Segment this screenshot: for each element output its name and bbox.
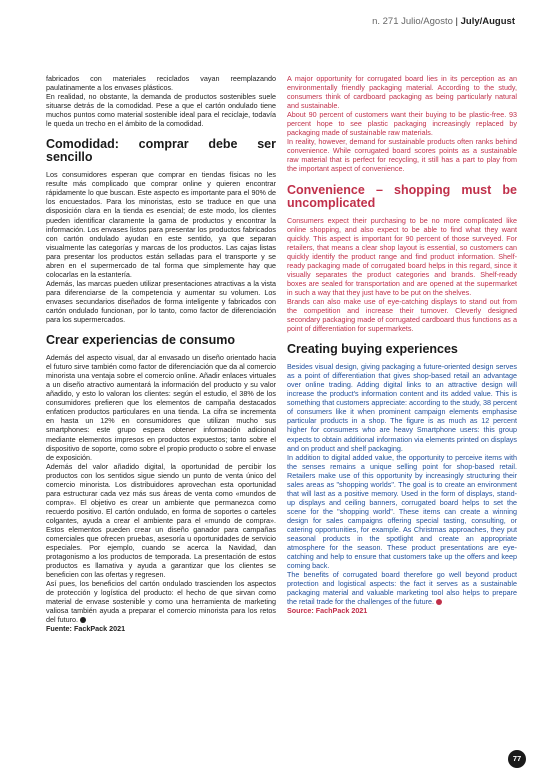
source-label: Source: FachPack 2021 [287, 606, 368, 616]
paragraph: In addition to digital added value, the opportunity to perceive items with the senses remains a unique selling point for shop-based retail. Retailers make use of this opportunity by increasingly structuring their sales areas as "shopping worlds". The goal is to create an environment that will last as a positive memory. Used in the form of displays, stand-up displays and ceiling banners, corrugated board helps to set the scene for the "shopping world". These items can create a winning design for sales campaigns offering special tasting, consulting, or catering opportunities, for example. As Christmas approaches, they put seasonal products in the spotlight and create an appropriate atmosphere for the season. These product presentations are eye-catching and help to ensure that customers take up the offers and keep coming back. [287, 452, 517, 571]
page-number: 77 [508, 750, 526, 768]
paragraph: In reality, however, demand for sustainable products often ranks behind convenience. While corrugated board scores points as a sustainable raw material that is perfect for recycling, it still has a part to play from the important aspect of convenience. [287, 137, 517, 174]
paragraph: Además, las marcas pueden utilizar presentaciones atractivas a la vista para diferenciarse de la competencia y aumentar su volumen. Los envases secundarios diseñados de forma inteligente y fabricados con cartón ondulado funcionan, por lo tanto, como factor de diferenciación para los supermercados. [46, 278, 276, 325]
paragraph: En realidad, no obstante, la demanda de productos sostenibles suele situarse detrás de la comodidad. Pese a que el cartón ondulado tiene muchos puntos como material sostenible ideal para el reciclaje, todavía le queda un trecho en el ámbito de la comodidad. [46, 92, 276, 129]
paragraph: About 90 percent of customers want their buying to be plastic-free. 93 percent hope to see plastic packaging increasingly replaced by packaging made of sustainable raw materials. [287, 110, 517, 138]
page-header [372, 16, 515, 27]
heading-comodidad: Comodidad: comprar debe ser sencillo [46, 137, 276, 165]
paragraph: Los consumidores esperan que comprar en tiendas físicas no les resulte más complicado que comprar online y quieren encontrar rápidamente lo que buscan. Este aspecto es importante para el 90% de los encuestados. Para los minoristas, esto se traduce en que una disposición clara en la tienda es esencial; de este modo, los clientes pueden identificar claramente la gama de productos y encontrar la información. Los envases listos para presentar los productos fabricados con cartón ondulado ayudan en este sentido, ya que separan visualmente las categorías y marcas de los productos. Las cajas listas para presentar los productos están selladas para el transporte y se abren en el supermercado de tal forma que simplemente hay que colocarlas en la estantería. [46, 170, 276, 279]
end-mark-icon [436, 599, 442, 605]
paragraph: fabricados con materiales reciclados vayan reemplazando paulatinamente a los envases plásticos. [46, 74, 276, 93]
heading-crear: Crear experiencias de consumo [46, 333, 235, 348]
heading-convenience: Convenience – shopping must be uncomplicated [287, 182, 517, 210]
paragraph: Además del aspecto visual, dar al envasado un diseño orientado hacia el futuro sirve también como factor de diferenciación que da al comercio minorista una ventaja sobre el comercio online. Añadir enlaces virtuales a un diseño atractivo aumentará la información del producto y su valor añadido, y esto lo valoran los clientes: según el estudio, el 38% de los consumidores prefieren que los elementos de campaña destacados enfaticen productos particulares en una tienda. La cifra se incrementa en hasta un 12% en consumidores que utilizan mucho sus smartphones: este grupo espera obtener información adicional mediante elementos impresos en productos expuestos; tanto sobre el dispositivo de soporte, como sobre el propio producto o sobre el envase de exposición. [46, 353, 276, 462]
paragraph-text: Así pues, los beneficios del cartón ondulado trascienden los aspectos de protección y logística del producto: el hecho de que sirvan como material de envase sostenible y como una herramienta de marketing valiosa también ayuda a preparar el comercio minorista para los retos del futuro. [46, 579, 276, 625]
paragraph-last [287, 570, 517, 606]
issue-label-en: July/August [460, 16, 515, 27]
english-column [287, 74, 517, 615]
paragraph: Brands can also make use of eye-catching displays to stand out from the competition and increase their turnover. Cleverly designed secondary packaging made of corrugated cardboard thus functions as a point of differentiation for supermarkets. [287, 296, 517, 334]
header-separator: | [455, 16, 458, 27]
paragraph-last [46, 579, 276, 624]
heading-creating: Creating buying experiences [287, 342, 458, 357]
paragraph-text: The benefits of corrugated board therefore go well beyond product protection and logistical aspects: the fact it serves as a sustainable packaging material and valuable marketing tool also helps to prepare the retail trade for the challenges of the future. [287, 570, 517, 607]
source-label: Fuente: FackPack 2021 [46, 624, 126, 634]
paragraph: Además del valor añadido digital, la oportunidad de percibir los productos con los sentidos sigue siendo un punto de venta único del comercio minorista. Los distribuidores aprovechan esta oportunidad para estructurar cada vez más sus áreas de venta como «mundos de compra». El objetivo es crear un ambiente que permanezca como recuerdo positivo. El cartón ondulado, en forma de soportes o carteles colgantes, ayuda a crear el ambiente para el «mundo de compra». Estos elementos pueden crear un diseño ganador para campañas comerciales que ofrecen pruebas, asesoría u oportunidades de servicio especiales. Por ejemplo, cuando se acerca la Navidad, dan protagonismo a los productos de temporada. La presentación de estos productos es llamativa y ayuda a garantizar que los clientes se beneficien con las ofertas y regresen. [46, 461, 276, 580]
paragraph: Consumers expect their purchasing to be no more complicated like online shopping, and also expect to be able to find what they want quickly. This aspect is important for 90 percent of those surveyed. For retailers, that means a clear shop layout is essential, so customers can quickly identify the product range and find product information. Shelf-ready packaging made of corrugated board helps in this regard, since it visually separates the product categories and brands. Shelf-ready boxes are sealed for transportation and are opened at the supermarket in such a way that they just have to be put on the shelves. [287, 215, 517, 297]
paragraph: A major opportunity for corrugated board lies in its perception as an environmentally friendly packaging material. According to the study, consumers think of cardboard packaging as being particularly natural and sustainable. [287, 74, 517, 111]
end-mark-icon [80, 617, 86, 623]
spanish-column [46, 74, 276, 634]
paragraph: Besides visual design, giving packaging a future-oriented design serves as a point of differentiation that gives shop-based retail an advantage over online trading. Adding digital links to an attractive design will increase the product's information content and its added value. This is something that customers appreciate: according to the study, 38 percent of consumers like it when prominent campaign elements emphasise particular products in a shop. The figure is as much as 12 percent higher for consumers who are heavy Smartphone users: this group expects to obtain additional information via elements printed on displays and on product and shelf packaging. [287, 362, 517, 453]
issue-label: n. 271 Julio/Agosto [372, 16, 453, 27]
